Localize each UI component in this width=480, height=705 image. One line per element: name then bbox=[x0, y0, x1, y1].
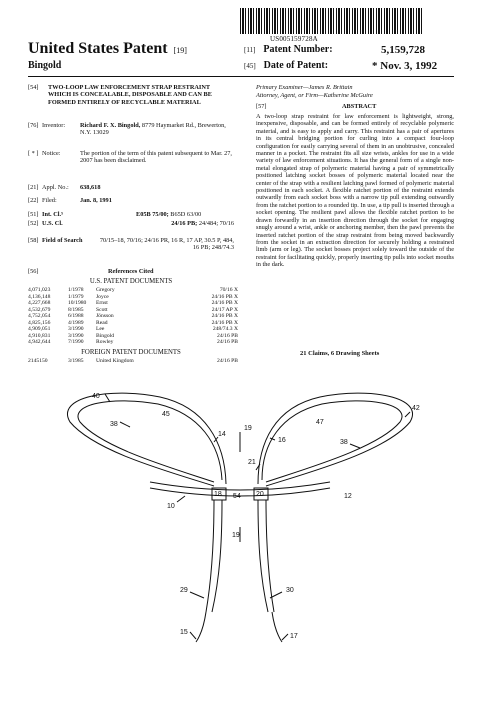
ref-class: 24/16 PB bbox=[217, 332, 238, 339]
right-tip bbox=[272, 612, 282, 642]
abstract-code: [57] bbox=[256, 103, 267, 110]
barcode-number: US005159728A bbox=[270, 35, 318, 43]
inventor-value bbox=[80, 122, 236, 137]
barcode bbox=[240, 8, 422, 34]
patent-date-value: * Nov. 3, 1992 bbox=[372, 60, 438, 72]
label-20: 20 bbox=[256, 491, 264, 498]
patent-number-row bbox=[244, 44, 454, 55]
filed-code: [22] bbox=[28, 197, 39, 204]
title-code: [54] bbox=[28, 84, 39, 91]
intcl-code: [51] bbox=[28, 211, 39, 218]
appl-value: 638,618 bbox=[80, 184, 101, 191]
ref-number: 2145150 bbox=[28, 358, 48, 364]
label-10: 10 bbox=[167, 503, 175, 510]
label-45: 45 bbox=[162, 411, 170, 418]
appl-code: [21] bbox=[28, 184, 39, 191]
search-value: 70/15–18, 70/16; 24/16 PR, 16 R, 17 AP, 30.5 P, 484, 16 PB; 248/74.3 bbox=[99, 237, 234, 252]
patent-number-value: 5,159,728 bbox=[381, 44, 425, 56]
label-16: 16 bbox=[278, 437, 286, 444]
ref-class: 24/16 PB bbox=[217, 358, 238, 364]
us-docs-title: U.S. PATENT DOCUMENTS bbox=[89, 278, 173, 285]
ref-date: 3/1990 bbox=[68, 326, 84, 332]
ref-name: Jönsson bbox=[96, 313, 114, 319]
label-21: 21 bbox=[248, 459, 256, 466]
patent-date-row bbox=[244, 60, 454, 71]
patent-number-label: Patent Number: bbox=[263, 44, 333, 55]
uscl-field bbox=[28, 220, 234, 236]
ref-number: 4,825,156 bbox=[28, 319, 51, 326]
intcl-label: Int. Cl.⁵ bbox=[42, 211, 63, 218]
ref-date: 6/1988 bbox=[68, 313, 84, 319]
patent-number-code: [11] bbox=[244, 46, 256, 54]
ref-date: 3/1985 bbox=[68, 358, 84, 364]
notice-field bbox=[28, 150, 234, 176]
primary-examiner: Primary Examiner—James R. Brittain bbox=[256, 84, 353, 91]
ref-name: Joyce bbox=[96, 293, 109, 300]
search-field bbox=[28, 237, 234, 261]
label-15: 15 bbox=[180, 629, 188, 636]
notice-label: Notice: bbox=[42, 150, 61, 157]
search-code: [58] bbox=[28, 237, 39, 244]
ref-date: 7/1990 bbox=[68, 339, 84, 345]
ref-name: Lee bbox=[96, 326, 105, 332]
label-19-bottom: 19 bbox=[232, 532, 240, 539]
label-14: 14 bbox=[218, 431, 226, 438]
label-38-right: 38 bbox=[340, 439, 348, 446]
ref-class: 248/74.3 X bbox=[212, 326, 238, 332]
ref-name: Gregory bbox=[96, 287, 115, 293]
ref-date: 10/1980 bbox=[68, 300, 87, 306]
ref-date: 1/1979 bbox=[68, 293, 84, 300]
ref-number: 4,136,148 bbox=[28, 293, 51, 300]
patent-drawing bbox=[0, 372, 480, 702]
figure-labels bbox=[92, 393, 420, 640]
filed-value: Jan. 8, 1991 bbox=[80, 197, 112, 204]
inventor-label: Inventor: bbox=[42, 122, 66, 129]
label-17: 17 bbox=[290, 633, 298, 640]
ref-date: 4/1989 bbox=[68, 319, 84, 326]
attorney: Attorney, Agent, or Firm—Katherine McGuire bbox=[256, 92, 373, 99]
label-40: 40 bbox=[92, 393, 100, 400]
ref-class: 24/17 AP X bbox=[211, 306, 238, 313]
uscl-value-primary: 24/16 PB; bbox=[171, 220, 198, 227]
ref-number: 4,942,644 bbox=[28, 339, 51, 345]
uscl-label: U.S. Cl. bbox=[42, 220, 63, 227]
ref-date: 8/1985 bbox=[68, 306, 84, 313]
ref-name: United Kingdom bbox=[96, 358, 134, 364]
ref-class: 24/16 PB bbox=[217, 339, 238, 345]
abstract-title: ABSTRACT bbox=[342, 103, 377, 110]
ref-name: Read bbox=[96, 319, 108, 326]
ref-date: 3/1990 bbox=[68, 332, 84, 339]
uscl-code: [52] bbox=[28, 220, 39, 227]
uscl-value bbox=[158, 220, 234, 227]
notice-code: [ * ] bbox=[28, 150, 39, 157]
foreign-docs-title: FOREIGN PATENT DOCUMENTS bbox=[81, 349, 181, 356]
ref-class: 24/16 PB X bbox=[211, 313, 238, 319]
intcl-value-secondary: B65D 63/00 bbox=[170, 211, 202, 218]
ref-class: 24/16 PB X bbox=[211, 319, 238, 326]
claims-summary: 21 Claims, 6 Drawing Sheets bbox=[300, 350, 380, 357]
ref-number: 4,752,054 bbox=[28, 313, 51, 319]
ref-number: 4,532,679 bbox=[28, 306, 51, 313]
ref-name: Bingold bbox=[96, 332, 115, 339]
bridge-top bbox=[150, 482, 330, 490]
ref-name: Ernst bbox=[96, 300, 108, 306]
uscl-value-secondary: 24/484; 70/16 bbox=[198, 220, 234, 227]
ref-number: 4,909,051 bbox=[28, 326, 51, 332]
label-54: 54 bbox=[233, 493, 241, 500]
label-29: 29 bbox=[180, 587, 188, 594]
appl-label: Appl. No.: bbox=[42, 184, 69, 191]
intcl-value-primary: E05B 75/00; bbox=[136, 211, 169, 218]
refs-code: [56] bbox=[28, 268, 39, 275]
label-30: 30 bbox=[286, 587, 294, 594]
patent-title bbox=[28, 40, 187, 58]
label-38-left: 38 bbox=[110, 421, 118, 428]
label-12: 12 bbox=[344, 493, 352, 500]
ref-name: Rowley bbox=[96, 339, 114, 345]
invention-title: TWO-LOOP LAW ENFORCEMENT STRAP RESTRAINT WHICH IS CONCEALABLE, DISPOSABLE AND CAN BE FORMED ENTIRELY OF RECYCLABLE MATERIAL bbox=[48, 84, 212, 106]
label-42: 42 bbox=[412, 405, 420, 412]
ref-number: 4,910,831 bbox=[28, 332, 51, 339]
notice-text: The portion of the term of this patent subsequent to Mar. 27, 2007 has been disclaimed. bbox=[80, 150, 232, 165]
patent-title-code: [19] bbox=[173, 46, 187, 55]
ref-class: 24/16 PB X bbox=[211, 300, 238, 306]
left-loop-inner bbox=[78, 401, 222, 482]
ref-number: 4,071,023 bbox=[28, 287, 51, 293]
label-18: 18 bbox=[214, 491, 222, 498]
search-label: Field of Search bbox=[42, 237, 83, 244]
inventor-address: 8779 Haymarket Rd., Brewerton, N.Y. 13029 bbox=[80, 122, 226, 137]
inventor-name: Richard F. X. Bingold, bbox=[80, 122, 141, 129]
left-tip bbox=[196, 612, 206, 642]
ref-name: Scott bbox=[96, 306, 108, 313]
inventor-code: [76] bbox=[28, 122, 39, 129]
patent-date-label: Date of Patent: bbox=[263, 60, 329, 71]
label-47: 47 bbox=[316, 419, 324, 426]
label-19-top: 19 bbox=[244, 425, 252, 432]
ref-class: 24/16 PB X bbox=[211, 293, 238, 300]
left-tail-outer bbox=[206, 500, 214, 612]
header-divider bbox=[28, 76, 454, 77]
intcl-value bbox=[136, 211, 201, 218]
filed-label: Filed: bbox=[42, 197, 57, 204]
patent-title-text: United States Patent bbox=[28, 40, 168, 57]
ref-date: 1/1978 bbox=[68, 287, 84, 293]
inventor-surname: Bingold bbox=[28, 60, 62, 71]
patent-date-code: [45] bbox=[244, 62, 256, 70]
refs-title: References Cited bbox=[108, 268, 154, 275]
ref-number: 4,227,668 bbox=[28, 300, 51, 306]
right-tail-inner bbox=[266, 500, 274, 612]
abstract-text: A two-loop strap restraint for law enforcement is lightweight, strong, inexpensive, disposable, and can be formed entirely of recyclable polymeric material, and is easy to apply and carry. This restraint has a pair of apertures in its central bridging portion for curling into a compact four-loop configuration for easily carrying several of them in an unobtrusive, concealed manner in a pocket. The restraint fits all size wrists, ankles for use in a wide variety of law enforcement situations. It has the general form of a single non-metal elongated strap of polymeric material having a pair of symmetrically positioned latching socket bosses of polymeric material located near the center of the strap with a resilient latching pawl formed of polymeric material positioned in each socket. A flexible ratchet portion of the restraint extends outwardly from each socket boss with a narrow tip pull extending outwardly from the ratchet portion to a rounded tip. In use, a tip pull is inserted through a socket opening. The resilient pawl allows the flexible ratchet portion to be drawn forwardly in an insertion direction through the socket for engaging snugly around a wrist, ankle or anchoring member, then the pawl prevents the inserted ratchet portion of the strap restraint from being moved backwardly from the socket in an extraction direction for securely holding a restrained limb (arm or leg). The socket bosses project solely toward the outside of the restraint for facilitating quickly, properly inserting tip pulls into socket mouths in the dark. bbox=[256, 113, 454, 269]
inventor-field bbox=[28, 122, 234, 152]
leader-lines bbox=[105, 394, 410, 640]
abstract-heading bbox=[256, 103, 454, 110]
left-loop-outer bbox=[67, 393, 226, 486]
ref-class: 70/16 X bbox=[219, 287, 238, 293]
